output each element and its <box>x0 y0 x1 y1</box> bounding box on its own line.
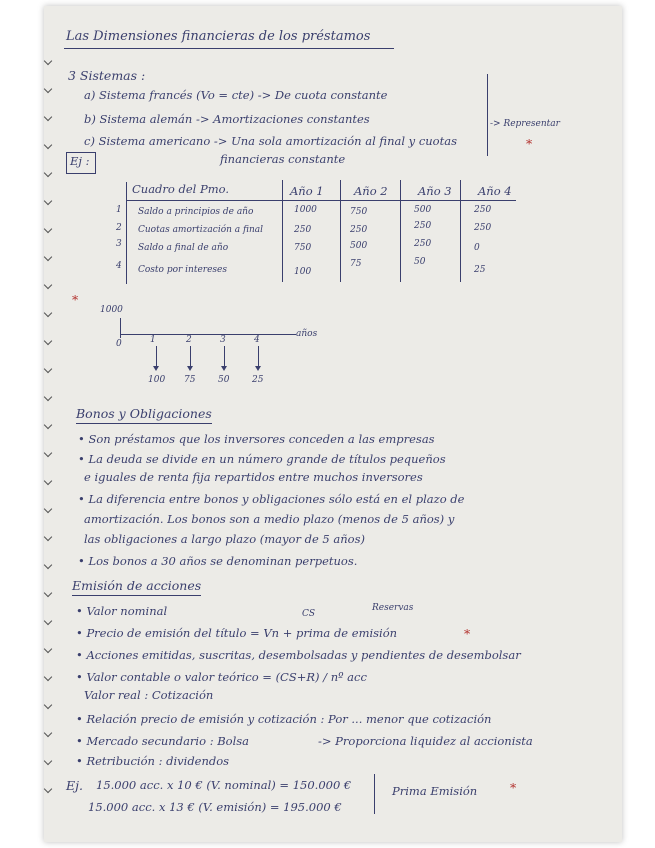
timeline-value: 50 <box>218 375 230 385</box>
bonos-line: las obligaciones a largo plazo (mayor de 5 años) <box>84 532 365 546</box>
sistema-americano-cont: financieras constante <box>220 152 346 166</box>
timeline-arrow-line <box>156 346 157 368</box>
timeline-value: 25 <box>252 375 264 385</box>
table-cell: 500 <box>350 241 368 251</box>
sistema-americano: c) Sistema americano -> Una sola amortización al final y cuotas <box>84 134 457 148</box>
table-col-line <box>400 180 401 282</box>
sistemas-heading: 3 Sistemas : <box>68 68 146 83</box>
row-number: 3 <box>116 239 122 249</box>
timeline-arrow-line <box>258 346 259 368</box>
table-col-line <box>340 180 341 282</box>
table-cell: 250 <box>474 205 492 215</box>
arrow-down-icon <box>255 366 261 371</box>
emision-line: -> Proporciona liquidez al accionista <box>318 734 533 748</box>
row-label: Costo por intereses <box>138 265 227 275</box>
ej2-line: 15.000 acc. x 13 € (V. emisión) = 195.000 € <box>88 800 342 814</box>
bonos-line: • La diferencia entre bonos y obligaciones sólo está en el plazo de <box>78 492 465 506</box>
timeline-arrow-line <box>190 346 191 368</box>
table-cell: 750 <box>294 243 312 253</box>
emision-heading: Emisión de acciones <box>72 580 201 596</box>
table-header: Año 2 <box>354 184 388 198</box>
bonos-line: • La deuda se divide en un número grande de títulos pequeños <box>78 452 446 466</box>
bracket-line <box>487 74 488 156</box>
table-cell: 50 <box>414 257 426 267</box>
emision-line: • Valor nominal <box>76 604 168 618</box>
emision-line: • Precio de emisión del título = Vn + prima de emisión <box>76 626 398 640</box>
table-cell: 750 <box>350 207 368 217</box>
table-header-line <box>126 200 516 201</box>
bonos-line: • Los bonos a 30 años se denominan perpetuos. <box>78 554 358 568</box>
bonos-line: e iguales de renta fija repartidos entre muchos inversores <box>84 470 423 484</box>
star-mark-4: * <box>510 780 517 795</box>
table-cell: 1000 <box>294 205 317 215</box>
table-cell: 250 <box>474 223 492 233</box>
timeline-top-value: 1000 <box>100 305 123 315</box>
page-title: Las Dimensiones financieras de los préstamos <box>66 29 371 44</box>
reservas-label: Reservas <box>372 603 414 613</box>
ej2-line: 15.000 acc. x 10 € (V. nominal) = 150.000 € <box>96 778 352 792</box>
bonos-heading: Bonos y Obligaciones <box>76 408 212 424</box>
representar-note: -> Representar <box>490 119 560 129</box>
emision-line: • Relación precio de emisión y cotización : Por ... menor que cotización <box>76 712 492 726</box>
row-number: 4 <box>116 261 122 271</box>
table-col-line <box>460 180 461 282</box>
arrow-down-icon <box>221 366 227 371</box>
sistema-aleman: b) Sistema alemán -> Amortizaciones constantes <box>84 112 370 126</box>
table-left-border <box>126 182 127 284</box>
row-label: Saldo a final de año <box>138 243 229 253</box>
table-col-line <box>282 180 283 282</box>
bonos-line: • Son préstamos que los inversores conceden a las empresas <box>78 432 435 446</box>
star-mark-3: * <box>464 626 471 641</box>
timeline-value: 100 <box>148 375 166 385</box>
emision-line: • Acciones emitidas, suscritas, desembolsadas y pendientes de desembolsar <box>76 648 521 662</box>
sistema-frances: a) Sistema francés (Vo = cte) -> De cuota constante <box>84 88 388 102</box>
timeline-tick: 2 <box>186 335 192 345</box>
timeline-axis-label: años <box>296 329 318 339</box>
cs-label: CS <box>302 609 316 619</box>
star-mark-1: * <box>526 136 533 151</box>
timeline-value: 75 <box>184 375 196 385</box>
row-label: Cuotas amortización a final <box>138 225 264 235</box>
table-cell: 250 <box>350 225 368 235</box>
emision-line: • Valor contable o valor teórico = (CS+R) / nº acc <box>76 670 367 684</box>
timeline-start-marker <box>120 318 121 338</box>
row-number: 2 <box>116 223 122 233</box>
arrow-down-icon <box>187 366 193 371</box>
table-cell: 100 <box>294 267 312 277</box>
star-mark-2: * <box>72 292 79 307</box>
ej2-bracket <box>374 774 375 814</box>
emision-line: • Retribución : dividendos <box>76 754 230 768</box>
row-number: 1 <box>116 205 122 215</box>
emision-line: • Mercado secundario : Bolsa <box>76 734 250 748</box>
table-cell: 250 <box>294 225 312 235</box>
table-header: Año 4 <box>478 184 512 198</box>
table-cell: 500 <box>414 205 432 215</box>
timeline-arrow-line <box>224 346 225 368</box>
row-label: Saldo a principios de año <box>138 207 254 217</box>
ej-label: Ej : <box>70 154 90 168</box>
table-header: Año 3 <box>418 184 452 198</box>
table-cell: 0 <box>474 243 480 253</box>
table-cell: 250 <box>414 239 432 249</box>
table-header: Cuadro del Pmo. <box>132 182 230 196</box>
timeline-tick: 0 <box>116 339 122 349</box>
table-cell: 75 <box>350 259 362 269</box>
timeline-tick: 3 <box>220 335 226 345</box>
emision-line: Valor real : Cotización <box>84 688 214 702</box>
bonos-line: amortización. Los bonos son a medio plazo (menos de 5 años) y <box>84 512 455 526</box>
arrow-down-icon <box>153 366 159 371</box>
ej2-result: Prima Emisión <box>392 784 478 798</box>
timeline-axis <box>120 334 296 335</box>
table-cell: 250 <box>414 221 432 231</box>
table-header: Año 1 <box>290 184 324 198</box>
timeline-tick: 1 <box>150 335 156 345</box>
table-cell: 25 <box>474 265 486 275</box>
title-underline <box>64 48 394 49</box>
timeline-tick: 4 <box>254 335 260 345</box>
ej2-label: Ej. <box>66 778 83 793</box>
